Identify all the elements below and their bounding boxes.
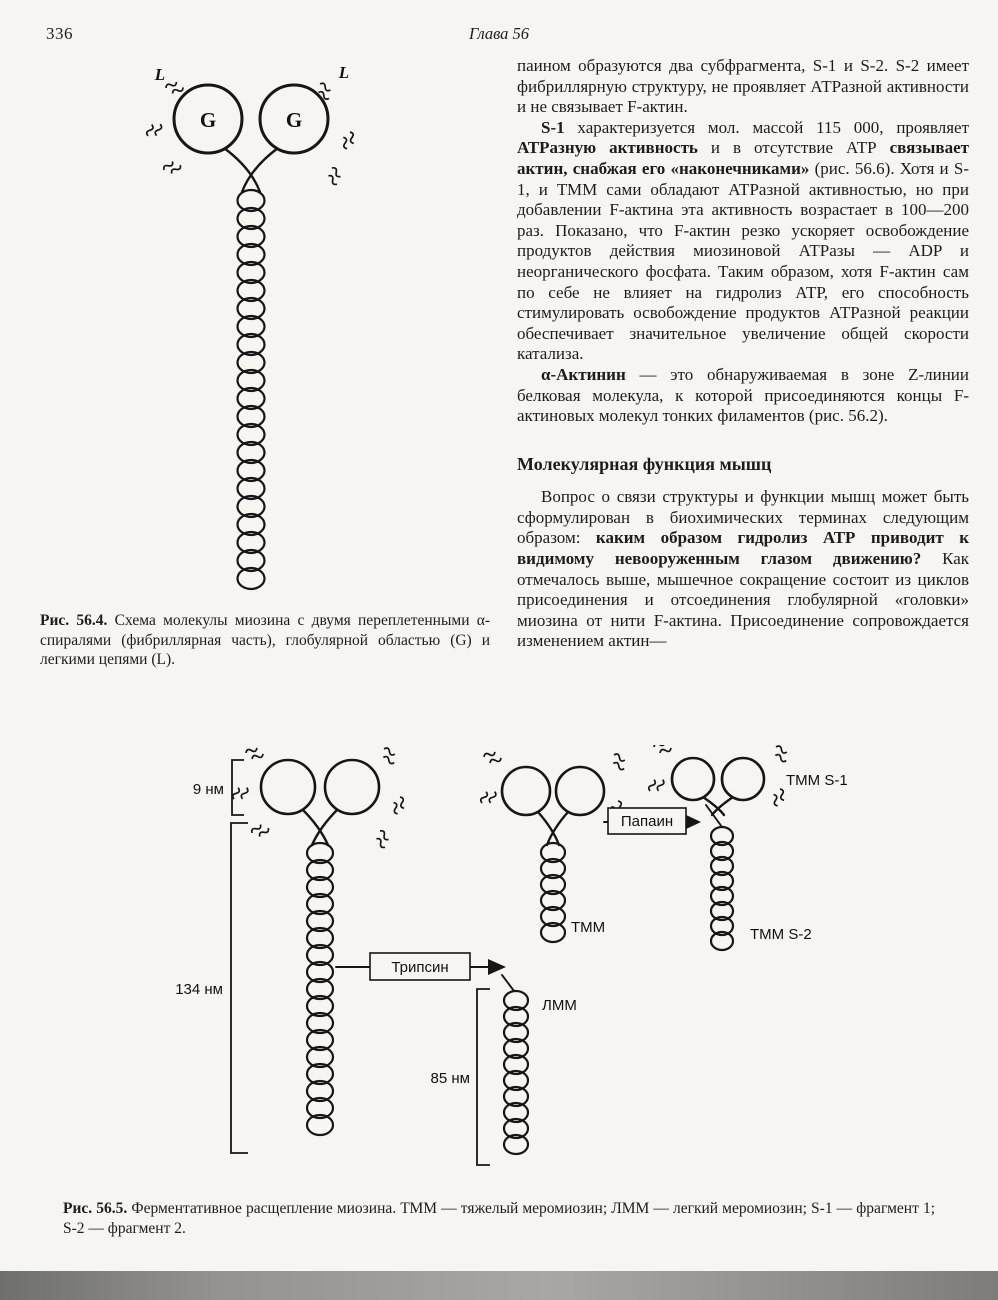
section-heading: Молекулярная функция мышц: [517, 453, 772, 474]
papain-label: Папаин: [620, 813, 674, 830]
myosin-cleavage-diagram: [38, 745, 960, 1187]
figure-caption-label: Рис. 56.4.: [40, 612, 108, 629]
light-chain-squiggle: [165, 79, 184, 97]
paragraph-text: Вопрос о связи структуры и функции мышц может быть сформулирован в биохимических терминах следующим образом:: [517, 487, 969, 548]
bold-run: каким образом гидролиз АТР приводит к видимому невооруженным глазом движению?: [517, 528, 969, 569]
paragraph-text: характеризуется мол. массой 115 000, проявляет: [564, 117, 969, 137]
s1-head-left: [672, 758, 714, 800]
hmm-label: ТММ: [571, 919, 606, 936]
figure-caption-text: Схема молекулы миозина с двумя переплетенными α-спиралями (фибриллярная часть), глобулярной областью (G) и легкими цепями (L).: [40, 612, 491, 668]
chapter-header: Глава 56: [468, 24, 530, 43]
coiled-coil-tail: [238, 190, 265, 589]
light-chain-squiggle: [232, 784, 249, 802]
figure-56-4: [38, 56, 492, 670]
figure-56-5: [38, 745, 960, 1238]
lmm-cut-stub: [502, 975, 514, 991]
figure-caption-label: Рис. 56.5.: [63, 1200, 128, 1217]
paragraph-text: паином образуются два субфрагмента, S-1 и S-2. S-2 имеет фибриллярную структуру, не проявляет АТРазной активности и не связывает F-актин.: [517, 56, 969, 117]
s2-coil: [711, 827, 733, 950]
body-paragraph: [517, 365, 969, 427]
lmm-label: ЛММ: [542, 997, 577, 1014]
light-chain-label-right: L: [338, 63, 350, 82]
light-chain-squiggle: [653, 745, 672, 756]
page-number: 336: [46, 24, 73, 43]
body-paragraph: [517, 118, 969, 365]
globular-head-left: [261, 760, 315, 814]
bold-run: S-1: [541, 117, 565, 137]
body-paragraph: [517, 487, 969, 652]
length-label-9nm: 9 нм: [192, 781, 224, 798]
length-label-134nm: 134 нм: [175, 981, 223, 998]
light-chain-label-left: L: [154, 65, 166, 84]
figure-56-5-caption: [61, 1199, 937, 1238]
light-chain-squiggle: [390, 796, 407, 814]
bold-run: связывает актин, снабжая его «наконечниками»: [517, 138, 969, 178]
s2-label: ТММ S-2: [750, 926, 812, 943]
light-chain-squiggle: [772, 745, 791, 763]
light-chain-squiggle: [480, 788, 497, 806]
scan-artifact-band: [0, 1271, 998, 1300]
paragraph-text: и в отсутствие АТР: [697, 138, 890, 158]
bold-run: α-Актинин: [541, 364, 626, 384]
paragraph-text: Как отмечалось выше, мышечное сокращение состоит из циклов присоединения и отсоединения глобулярной «головки» миозина от нити F-актина. Присоединение сопровождается изменением актин—: [517, 549, 970, 651]
paragraph-text: — это обнаруживаемая в зоне Z-линии белковая молекула, к которой присоединяются концы F-актиновых молекул тонких филаментов (рис. 56.2).: [517, 364, 969, 426]
bold-run: АТРазную активность: [517, 138, 698, 158]
myosin-molecule-diagram: [38, 56, 492, 603]
light-chain-squiggle: [483, 749, 502, 767]
body-paragraph: [517, 56, 969, 118]
s1-label: ТММ S-1: [786, 772, 848, 789]
text-column: [517, 56, 969, 652]
light-chain-squiggle: [610, 753, 629, 771]
hmm-tail-coil: [541, 843, 565, 942]
paragraph-text: (рис. 56.6). Хотя и S-1, и ТММ сами обладают АТРазной активностью, но при добавлении F-актина эта активность возрастает в 100—200 раз. Показано, что F-актин резко ускоряет освобождение продуктов действия миозиновой АТРазы — ADP и неорганического фосфата. Таким образом, хотя F-актин сам по себе не влияет на гидролиз АТР, его способность стимулировать освобождение продуктов АТРазной реакции обеспечивает значительное увеличение общей скорости катализа.: [517, 158, 970, 364]
light-chain-squiggle: [648, 776, 665, 794]
figure-caption-text: Ферментативное расщепление миозина. ТММ — тяжелый меромиозин; ЛММ — легкий меромиозин; S-1 — фрагмент 1; S-2 — фрагмент 2.: [63, 1200, 936, 1237]
light-chain-squiggle: [250, 821, 269, 840]
lmm-coil: [504, 991, 528, 1154]
hmm-head-left: [502, 767, 550, 815]
trypsin-label: Трипсин: [391, 959, 449, 976]
s1-head-right: [722, 758, 764, 800]
light-chain-squiggle: [380, 747, 399, 765]
bracket-134nm: [231, 823, 248, 1153]
light-chain-squiggle: [325, 166, 344, 185]
globular-head-right: [325, 760, 379, 814]
length-label-85nm: 85 нм: [430, 1070, 470, 1087]
bracket-9nm: [232, 760, 244, 815]
globular-head-label: G: [285, 108, 303, 132]
trypsin-arrowhead: [488, 959, 506, 975]
light-chain-squiggle: [373, 829, 392, 848]
globular-head-label: G: [199, 108, 217, 132]
myosin-tail-coil: [307, 843, 333, 1135]
figure-56-4-caption: [38, 611, 492, 670]
light-chain-squiggle: [340, 131, 357, 149]
light-chain-squiggle: [146, 121, 163, 139]
light-chain-squiggle: [245, 745, 264, 762]
bracket-85nm: [477, 989, 490, 1165]
light-chain-squiggle: [162, 158, 181, 177]
light-chain-squiggle: [770, 788, 787, 806]
hmm-head-right: [556, 767, 604, 815]
